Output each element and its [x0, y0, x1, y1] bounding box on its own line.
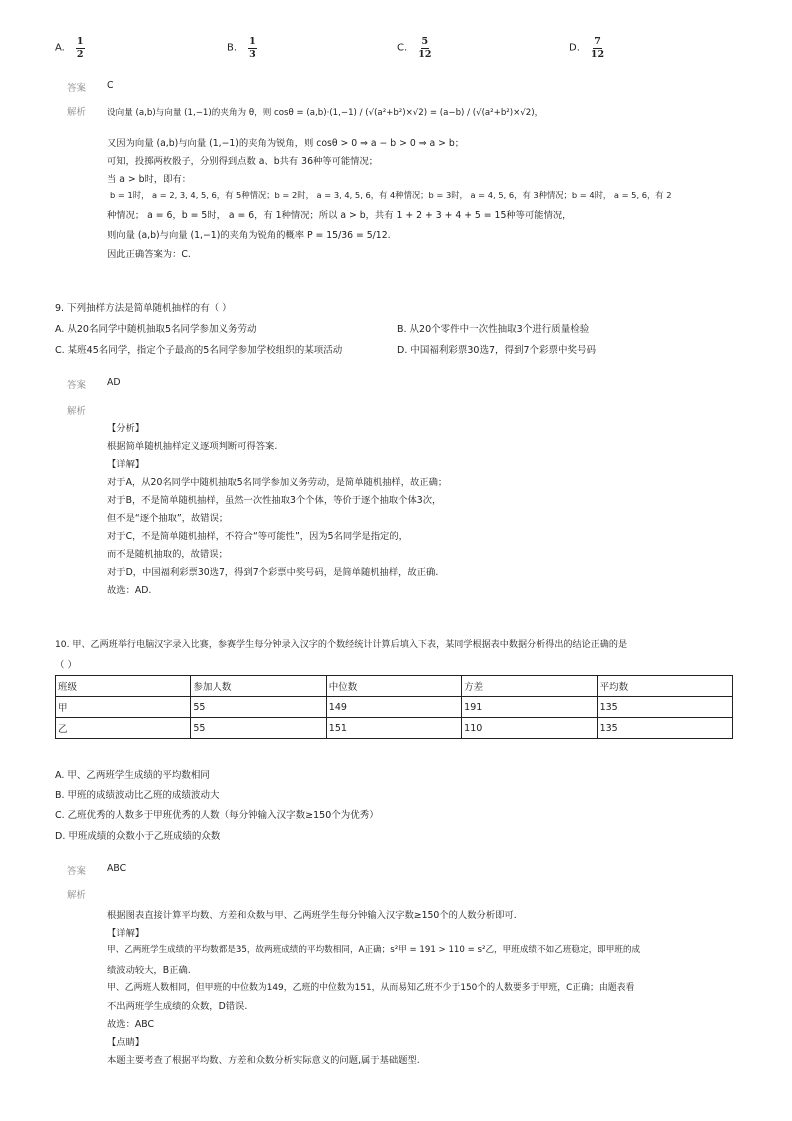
q8-option-c — [397, 37, 431, 59]
denominator: 12 — [590, 48, 605, 60]
q10-analysis-line: 【详解】 — [107, 928, 145, 939]
q10-analysis-line: 故选：ABC — [107, 1019, 154, 1030]
q10-option-b: B. 甲班的成绩波动比乙班的成绩波动大 — [55, 790, 220, 801]
table-row — [56, 697, 733, 718]
q9-analysis-line: 对于A，从20名同学中随机抽取5名同学参加义务劳动，是简单随机抽样，故正确； — [107, 477, 448, 488]
q9-analysis-line: 【详解】 — [107, 459, 145, 470]
q10-stem: 10. 甲、乙两班举行电脑汉字录入比赛，参赛学生每分钟录入汉字的个数经统计计算后填入下表，某同学根据表中数据分析得出的结论正确的是 — [55, 640, 628, 650]
q9-analysis-line: 但不是“逐个抽取”，故错误； — [107, 513, 229, 524]
q9-analysis-line: 【分析】 — [107, 423, 145, 434]
table-cell: 110 — [462, 718, 597, 739]
q9-analysis-line: 而不是随机抽取的，故错误； — [107, 549, 228, 560]
table-cell: 135 — [597, 718, 732, 739]
q8-analysis-line: 种情况； a = 6，b = 5时， a = 6，有 1种情况；所以 a > b，共有 1 + 2 + 3 + 4 + 5 = 15种等可能情况， — [107, 210, 572, 221]
q10-option-d: D. 甲班成绩的众数小于乙班成绩的众数 — [55, 831, 221, 842]
q9-stem: 9. 下列抽样方法是简单随机抽样的有（ ） — [55, 303, 232, 314]
table-cell: 135 — [597, 697, 732, 718]
q8-analysis-line: 设向量 (a,b)与向量 (1,−1)的夹角为 θ，则 cosθ = (a,b)·(1,−1) / (√(a²+b²)×√2) = (a−b) / (√(a²+b²)×√2)， — [107, 108, 544, 118]
q10-option-a: A. 甲、乙两班学生成绩的平均数相同 — [55, 770, 210, 781]
numerator: 1 — [76, 36, 84, 47]
q8-analysis-line: 又因为向量 (a,b)与向量 (1,−1)的夹角为锐角，则 cosθ > 0 ⇒ a − b > 0 ⇒ a > b； — [107, 138, 465, 149]
table-cell: 151 — [326, 718, 461, 739]
q10-analysis-line: 【点睛】 — [107, 1037, 145, 1048]
table-header-cell: 方差 — [462, 676, 597, 697]
q9-option-a: A. 从20名同学中随机抽取5名同学参加义务劳动 — [55, 324, 257, 335]
q10-analysis-line: 不出两班学生成绩的众数，D错误. — [107, 1001, 248, 1012]
q10-analysis-line: 甲、乙两班人数相同，但甲班的中位数为149，乙班的中位数为151，从而易知乙班不少于150个的人数要多于甲班，C正确；由题表看 — [107, 983, 635, 993]
option-letter: D. — [569, 42, 580, 54]
numerator: 5 — [421, 36, 429, 47]
q10-analysis-line: 本题主要考查了根据平均数、方差和众数分析实际意义的问题,属于基础题型. — [107, 1055, 420, 1066]
q10-analysis-line: 绩波动较大，B正确. — [107, 965, 191, 976]
table-cell: 149 — [326, 697, 461, 718]
denominator: 2 — [76, 48, 84, 60]
table-header-cell: 平均数 — [597, 676, 732, 697]
denominator: 3 — [249, 48, 256, 60]
q9-analysis-line: 根据简单随机抽样定义逐项判断可得答案. — [107, 441, 278, 452]
option-letter: B. — [227, 42, 238, 54]
q10-answer-value: ABC — [107, 863, 127, 874]
q9-analysis-line: 对于D，中国福利彩票30选7，得到7个彩票中奖号码，是简单随机抽样，故正确. — [107, 567, 439, 578]
q9-option-b: B. 从20个零件中一次性抽取3个进行质量检验 — [397, 324, 590, 335]
fraction — [76, 37, 85, 59]
q10-answer-label: 答案 — [67, 866, 87, 877]
q10-stem-bracket: （ ） — [55, 660, 78, 671]
table-header-cell: 参加人数 — [191, 676, 326, 697]
q8-analysis-line: 则向量 (a,b)与向量 (1,−1)的夹角为锐角的概率 P = 15/36 = 5/12. — [107, 230, 391, 241]
q8-option-a — [55, 37, 85, 59]
q9-option-d: D. 中国福利彩票30选7，得到7个彩票中奖号码 — [397, 345, 597, 356]
q9-answer-value: AD — [107, 377, 121, 388]
q8-answer-value: C — [107, 80, 114, 91]
table-cell: 191 — [462, 697, 597, 718]
option-letter: C. — [397, 42, 408, 54]
q10-option-c: C. 乙班优秀的人数多于甲班优秀的人数（每分钟输入汉字数≥150个为优秀） — [55, 810, 379, 821]
q8-option-d — [569, 37, 604, 59]
q10-analysis-line: 根据图表直接计算平均数、方差和众数与甲、乙两班学生每分钟输入汉字数≥150个的人数分析即可. — [107, 910, 517, 921]
q8-analysis-line: b = 1时， a = 2, 3, 4, 5, 6，有 5种情况；b = 2时， a = 3, 4, 5, 6，有 4种情况；b = 3时， a = 4, 5, 6，有 3种情况；b = 4时， a = 5, 6，有 2 — [110, 190, 672, 200]
option-letter: A. — [55, 42, 65, 54]
q9-analysis-line: 故选：AD. — [107, 585, 152, 596]
numerator: 7 — [594, 36, 601, 47]
q8-analysis-label: 解析 — [67, 107, 87, 118]
denominator: 12 — [418, 48, 432, 60]
table-cell: 55 — [191, 718, 326, 739]
q10-analysis-line: 甲、乙两班学生成绩的平均数都是35，故两班成绩的平均数相同，A正确；s²甲 = 191 > 110 = s²乙，甲班成绩不如乙班稳定，即甲班的成 — [107, 945, 641, 955]
q8-answer-label: 答案 — [67, 83, 87, 94]
q8-analysis-line: 因此正确答案为：C. — [107, 249, 191, 260]
table-cell: 乙 — [56, 718, 191, 739]
fraction — [418, 37, 431, 59]
q9-analysis-line: 对于B，不是简单随机抽样，虽然一次性抽取3个个体，等价于逐个抽取个体3次， — [107, 495, 442, 506]
table-header-cell: 班级 — [56, 676, 191, 697]
fraction — [248, 37, 257, 59]
q9-analysis-line: 对于C，不是简单随机抽样，不符合“等可能性”，因为5名同学是指定的， — [107, 531, 408, 542]
table-header-cell: 中位数 — [326, 676, 461, 697]
table-cell: 55 — [191, 697, 326, 718]
table-cell: 甲 — [56, 697, 191, 718]
table-header-row — [56, 676, 733, 697]
q9-answer-label: 答案 — [67, 380, 87, 391]
numerator: 1 — [249, 36, 256, 47]
q9-option-c: C. 某班45名同学，指定个子最高的5名同学参加学校组织的某项活动 — [55, 345, 343, 356]
q8-analysis-line: 可知，投掷两枚骰子，分别得到点数 a、b共有 36种等可能情况； — [107, 156, 379, 167]
score-table — [55, 675, 733, 739]
q10-analysis-label: 解析 — [67, 890, 87, 901]
table-row — [56, 718, 733, 739]
fraction — [591, 37, 604, 59]
q8-option-b — [227, 37, 257, 59]
q8-analysis-line: 当 a > b时，即有： — [107, 174, 192, 185]
q9-analysis-label: 解析 — [67, 406, 87, 417]
